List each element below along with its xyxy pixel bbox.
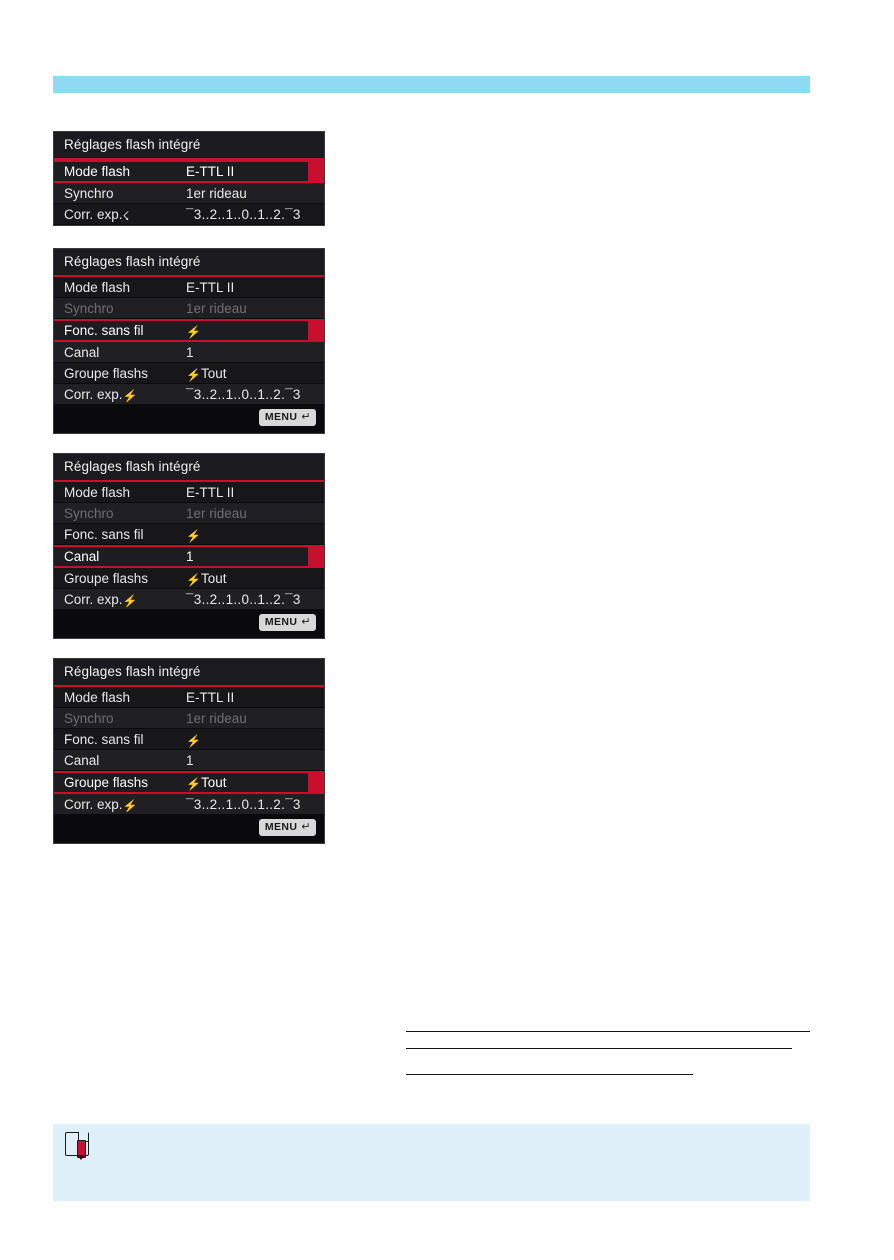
exposure-scale-value: ¯3..2..1..0..1..2.¯3 — [186, 591, 301, 607]
row-label: Groupe flashs — [64, 775, 149, 790]
flash-settings-panel-1 — [53, 131, 325, 226]
menu-button-label: MENU — [264, 411, 298, 423]
text-rule-3 — [406, 1074, 693, 1075]
row-label: Mode flash — [64, 279, 131, 295]
row-value: ⚡Tout — [186, 365, 227, 382]
flash-bounce-icon: ☇ — [122, 208, 130, 222]
exposure-scale-value: ¯3..2..1..0..1..2.¯3 — [186, 386, 301, 402]
flash-group-icon: ⚡ — [186, 367, 201, 382]
menu-row-corr-exp[interactable] — [54, 589, 324, 610]
note-pen-icon — [65, 1132, 93, 1158]
exposure-scale-value: ¯3..2..1..0..1..2.¯3 — [186, 206, 301, 222]
row-value: E-TTL II — [186, 484, 235, 500]
menu-button-label: MENU — [264, 821, 298, 833]
row-label: Fonc. sans fil — [64, 731, 144, 747]
menu-row-mode-flash[interactable] — [54, 687, 324, 708]
menu-row-fonc-sans-fil[interactable] — [54, 729, 324, 750]
menu-row-canal[interactable] — [54, 750, 324, 771]
row-label: Mode flash — [64, 689, 131, 705]
panel-rows — [54, 482, 324, 610]
row-value: ⚡Tout — [186, 775, 227, 791]
menu-row-canal[interactable] — [54, 342, 324, 363]
menu-row-corr-exp[interactable] — [54, 204, 324, 225]
row-value: ⚡Tout — [186, 570, 227, 587]
menu-row-mode-flash[interactable] — [54, 482, 324, 503]
flash-icon: ⚡ — [122, 388, 138, 402]
row-label: Groupe flashs — [64, 365, 149, 381]
row-label: Fonc. sans fil — [64, 526, 144, 542]
flash-group-icon: ⚡ — [186, 572, 201, 587]
flash-settings-panel-3 — [53, 453, 325, 639]
row-label: Corr. exp.⚡ — [64, 386, 138, 402]
menu-row-mode-flash[interactable] — [54, 277, 324, 298]
panel-title: Réglages flash intégré — [54, 454, 324, 482]
panel-footer — [54, 610, 324, 638]
menu-row-fonc-sans-fil[interactable] — [54, 319, 324, 342]
row-value: 1 — [186, 752, 194, 768]
menu-row-groupe-flashs[interactable] — [54, 771, 324, 794]
flash-settings-panel-2 — [53, 248, 325, 434]
menu-row-fonc-sans-fil[interactable] — [54, 524, 324, 545]
row-label: Corr. exp.⚡ — [64, 591, 138, 607]
row-label: Groupe flashs — [64, 570, 149, 586]
header-banner — [53, 76, 810, 93]
row-value: 1 — [186, 549, 194, 564]
wireless-flash-icon: ⚡ — [186, 528, 201, 543]
row-value: 1 — [186, 344, 194, 360]
return-arrow-icon: ↵ — [301, 411, 311, 423]
row-value — [182, 527, 324, 542]
menu-row-synchro — [54, 298, 324, 319]
wireless-flash-icon: ⚡ — [186, 733, 201, 748]
menu-row-groupe-flashs[interactable] — [54, 568, 324, 589]
row-value: 1er rideau — [186, 300, 247, 316]
row-value: E-TTL II — [186, 164, 235, 179]
panel-title: Réglages flash intégré — [54, 249, 324, 277]
row-label: Synchro — [64, 710, 114, 726]
panel-footer — [54, 405, 324, 433]
row-label: Mode flash — [64, 484, 131, 500]
row-label: Canal — [64, 549, 100, 564]
menu-row-synchro[interactable] — [54, 183, 324, 204]
row-label: Synchro — [64, 300, 114, 316]
panel-title: Réglages flash intégré — [54, 659, 324, 687]
note-callout — [53, 1124, 810, 1201]
return-arrow-icon: ↵ — [301, 616, 311, 628]
text-rule-2 — [406, 1048, 792, 1049]
menu-return-button[interactable] — [259, 819, 316, 836]
panel-rows — [54, 160, 324, 225]
flash-settings-panel-4 — [53, 658, 325, 844]
panel-rows — [54, 277, 324, 405]
flash-group-icon: ⚡ — [186, 777, 201, 791]
menu-row-mode-flash[interactable] — [54, 160, 324, 183]
row-label: Corr. exp.⚡ — [64, 796, 138, 812]
flash-icon: ⚡ — [122, 798, 138, 812]
panel-title: Réglages flash intégré — [54, 132, 324, 160]
panel-footer — [54, 815, 324, 843]
row-label: Mode flash — [64, 164, 131, 179]
row-value: 1er rideau — [186, 185, 247, 201]
menu-return-button[interactable] — [259, 409, 316, 426]
menu-row-corr-exp[interactable] — [54, 384, 324, 405]
row-label: Fonc. sans fil — [64, 323, 144, 338]
exposure-scale-value: ¯3..2..1..0..1..2.¯3 — [186, 796, 301, 812]
menu-row-synchro — [54, 503, 324, 524]
row-value — [182, 732, 324, 747]
row-value: E-TTL II — [186, 279, 235, 295]
panel-rows — [54, 687, 324, 815]
row-value: 1er rideau — [186, 505, 247, 521]
row-label: Synchro — [64, 185, 114, 201]
wireless-flash-icon: ⚡ — [186, 325, 201, 339]
menu-row-synchro — [54, 708, 324, 729]
row-value: E-TTL II — [186, 689, 235, 705]
menu-button-label: MENU — [264, 616, 298, 628]
row-label: Canal — [64, 752, 100, 768]
menu-row-groupe-flashs[interactable] — [54, 363, 324, 384]
return-arrow-icon: ↵ — [301, 821, 311, 833]
row-label: Synchro — [64, 505, 114, 521]
text-rule-1 — [406, 1031, 810, 1032]
row-value: 1er rideau — [186, 710, 247, 726]
flash-icon: ⚡ — [122, 593, 138, 607]
menu-row-corr-exp[interactable] — [54, 794, 324, 815]
menu-return-button[interactable] — [259, 614, 316, 631]
row-label: Canal — [64, 344, 100, 360]
row-value — [182, 323, 324, 338]
row-label: Corr. exp.☇ — [64, 206, 130, 222]
menu-row-canal[interactable] — [54, 545, 324, 568]
